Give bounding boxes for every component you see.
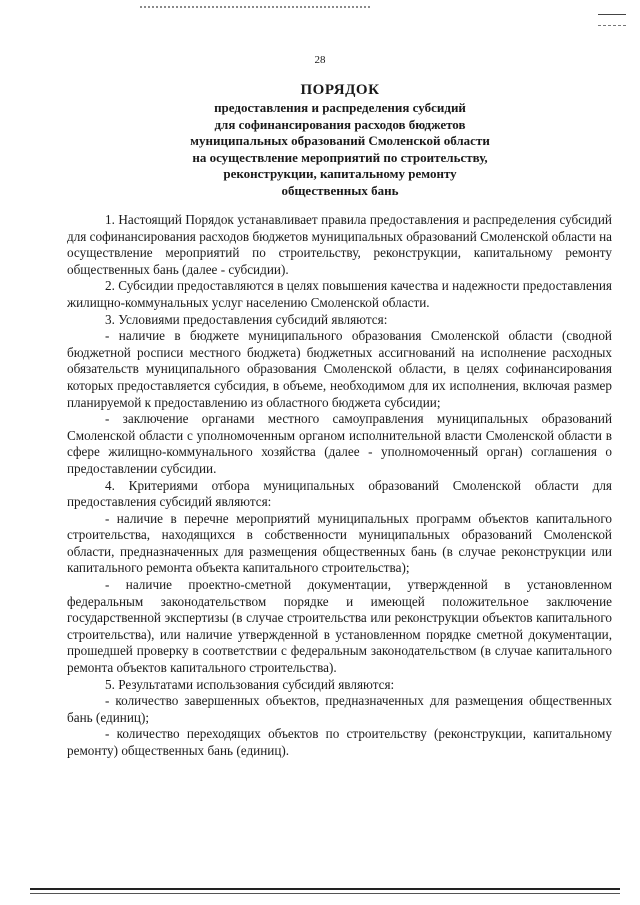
paragraph-4-item-2: - наличие проектно-сметной документации, утвержденной в установленном федеральным законодательством порядке и имеющей положительное заключение государственной экспертизы (в случае строительства или реконструкции объектов капитального строительства), или наличие утвержденной в установленном порядке сметной документации, прошедшей проверку в соответствии с федеральным законодательством (в случае капитального ремонта объектов капитального строительства). xyxy=(67,577,612,676)
document-body xyxy=(67,212,612,760)
subtitle-line: для софинансирования расходов бюджетов xyxy=(214,116,466,132)
subtitle-line: на осуществление мероприятий по строительству, xyxy=(192,149,488,165)
paragraph-3: 3. Условиями предоставления субсидий являются: xyxy=(105,311,388,327)
paragraph-1: 1. Настоящий Порядок устанавливает правила предоставления и распределения субсидий для софинансирования расходов бюджетов муниципальных образований Смоленской области на осуществление мероприятий по строительству, реконструкции, капитальному ремонту общественных бань (далее - субсидии). xyxy=(67,212,612,277)
paragraph-5-item-2: - количество переходящих объектов по строительству (реконструкции, капитальному ремонту) общественных бань (единиц). xyxy=(67,726,612,758)
bottom-scan-edge xyxy=(30,888,620,890)
paragraph-5-item-1: - количество завершенных объектов, предназначенных для размещения общественных бань (единиц); xyxy=(67,693,612,725)
paragraph-3-item-1: - наличие в бюджете муниципального образования Смоленской области (сводной бюджетной росписи местного бюджета) бюджетных ассигнований на исполнение расходных обязательств муниципального образования Смоленской области, в целях софинансирования которых предоставляется субсидия, в объеме, необходимом для их исполнения, включая размер планируемой к предоставлению из областного бюджета субсидии; xyxy=(67,328,612,410)
paragraph-5: 5. Результатами использования субсидий являются: xyxy=(105,676,395,692)
document-title: ПОРЯДОК xyxy=(300,82,380,98)
paragraph-4: 4. Критериями отбора муниципальных образований Смоленской области для предоставления субсидий являются: xyxy=(67,477,612,510)
paragraph-3-item-2: - заключение органами местного самоуправления муниципальных образований Смоленской области с уполномоченным органом исполнительной власти Смоленской области в сфере жилищно-коммунального хозяйства (далее - уполномоченный орган) соглашения о предоставлении субсидии. xyxy=(67,411,612,476)
document-heading xyxy=(70,80,610,199)
bottom-scan-edge xyxy=(30,893,620,894)
corner-scan-mark xyxy=(598,14,626,26)
paragraph-2: 2. Субсидии предоставляются в целях повышения качества и надежности предоставления жилищно-коммунальных услуг населению Смоленской области. xyxy=(67,278,612,310)
subtitle-line: общественных бань xyxy=(281,182,399,198)
subtitle-line: предоставления и распределения субсидий xyxy=(214,100,466,115)
page-number: 28 xyxy=(314,54,326,66)
subtitle-line: муниципальных образований Смоленской области xyxy=(190,133,490,148)
paragraph-4-item-1: - наличие в перечне мероприятий муниципальных программ объектов капитального строительства, находящихся в собственности муниципальных образований Смоленской области, предназначенных для размещения общественных бань (в случае реконструкции или капитального ремонта объекта капитального строительства); xyxy=(67,510,612,576)
top-scan-mark xyxy=(140,6,370,8)
subtitle-line: реконструкции, капитальному ремонту xyxy=(223,166,457,181)
